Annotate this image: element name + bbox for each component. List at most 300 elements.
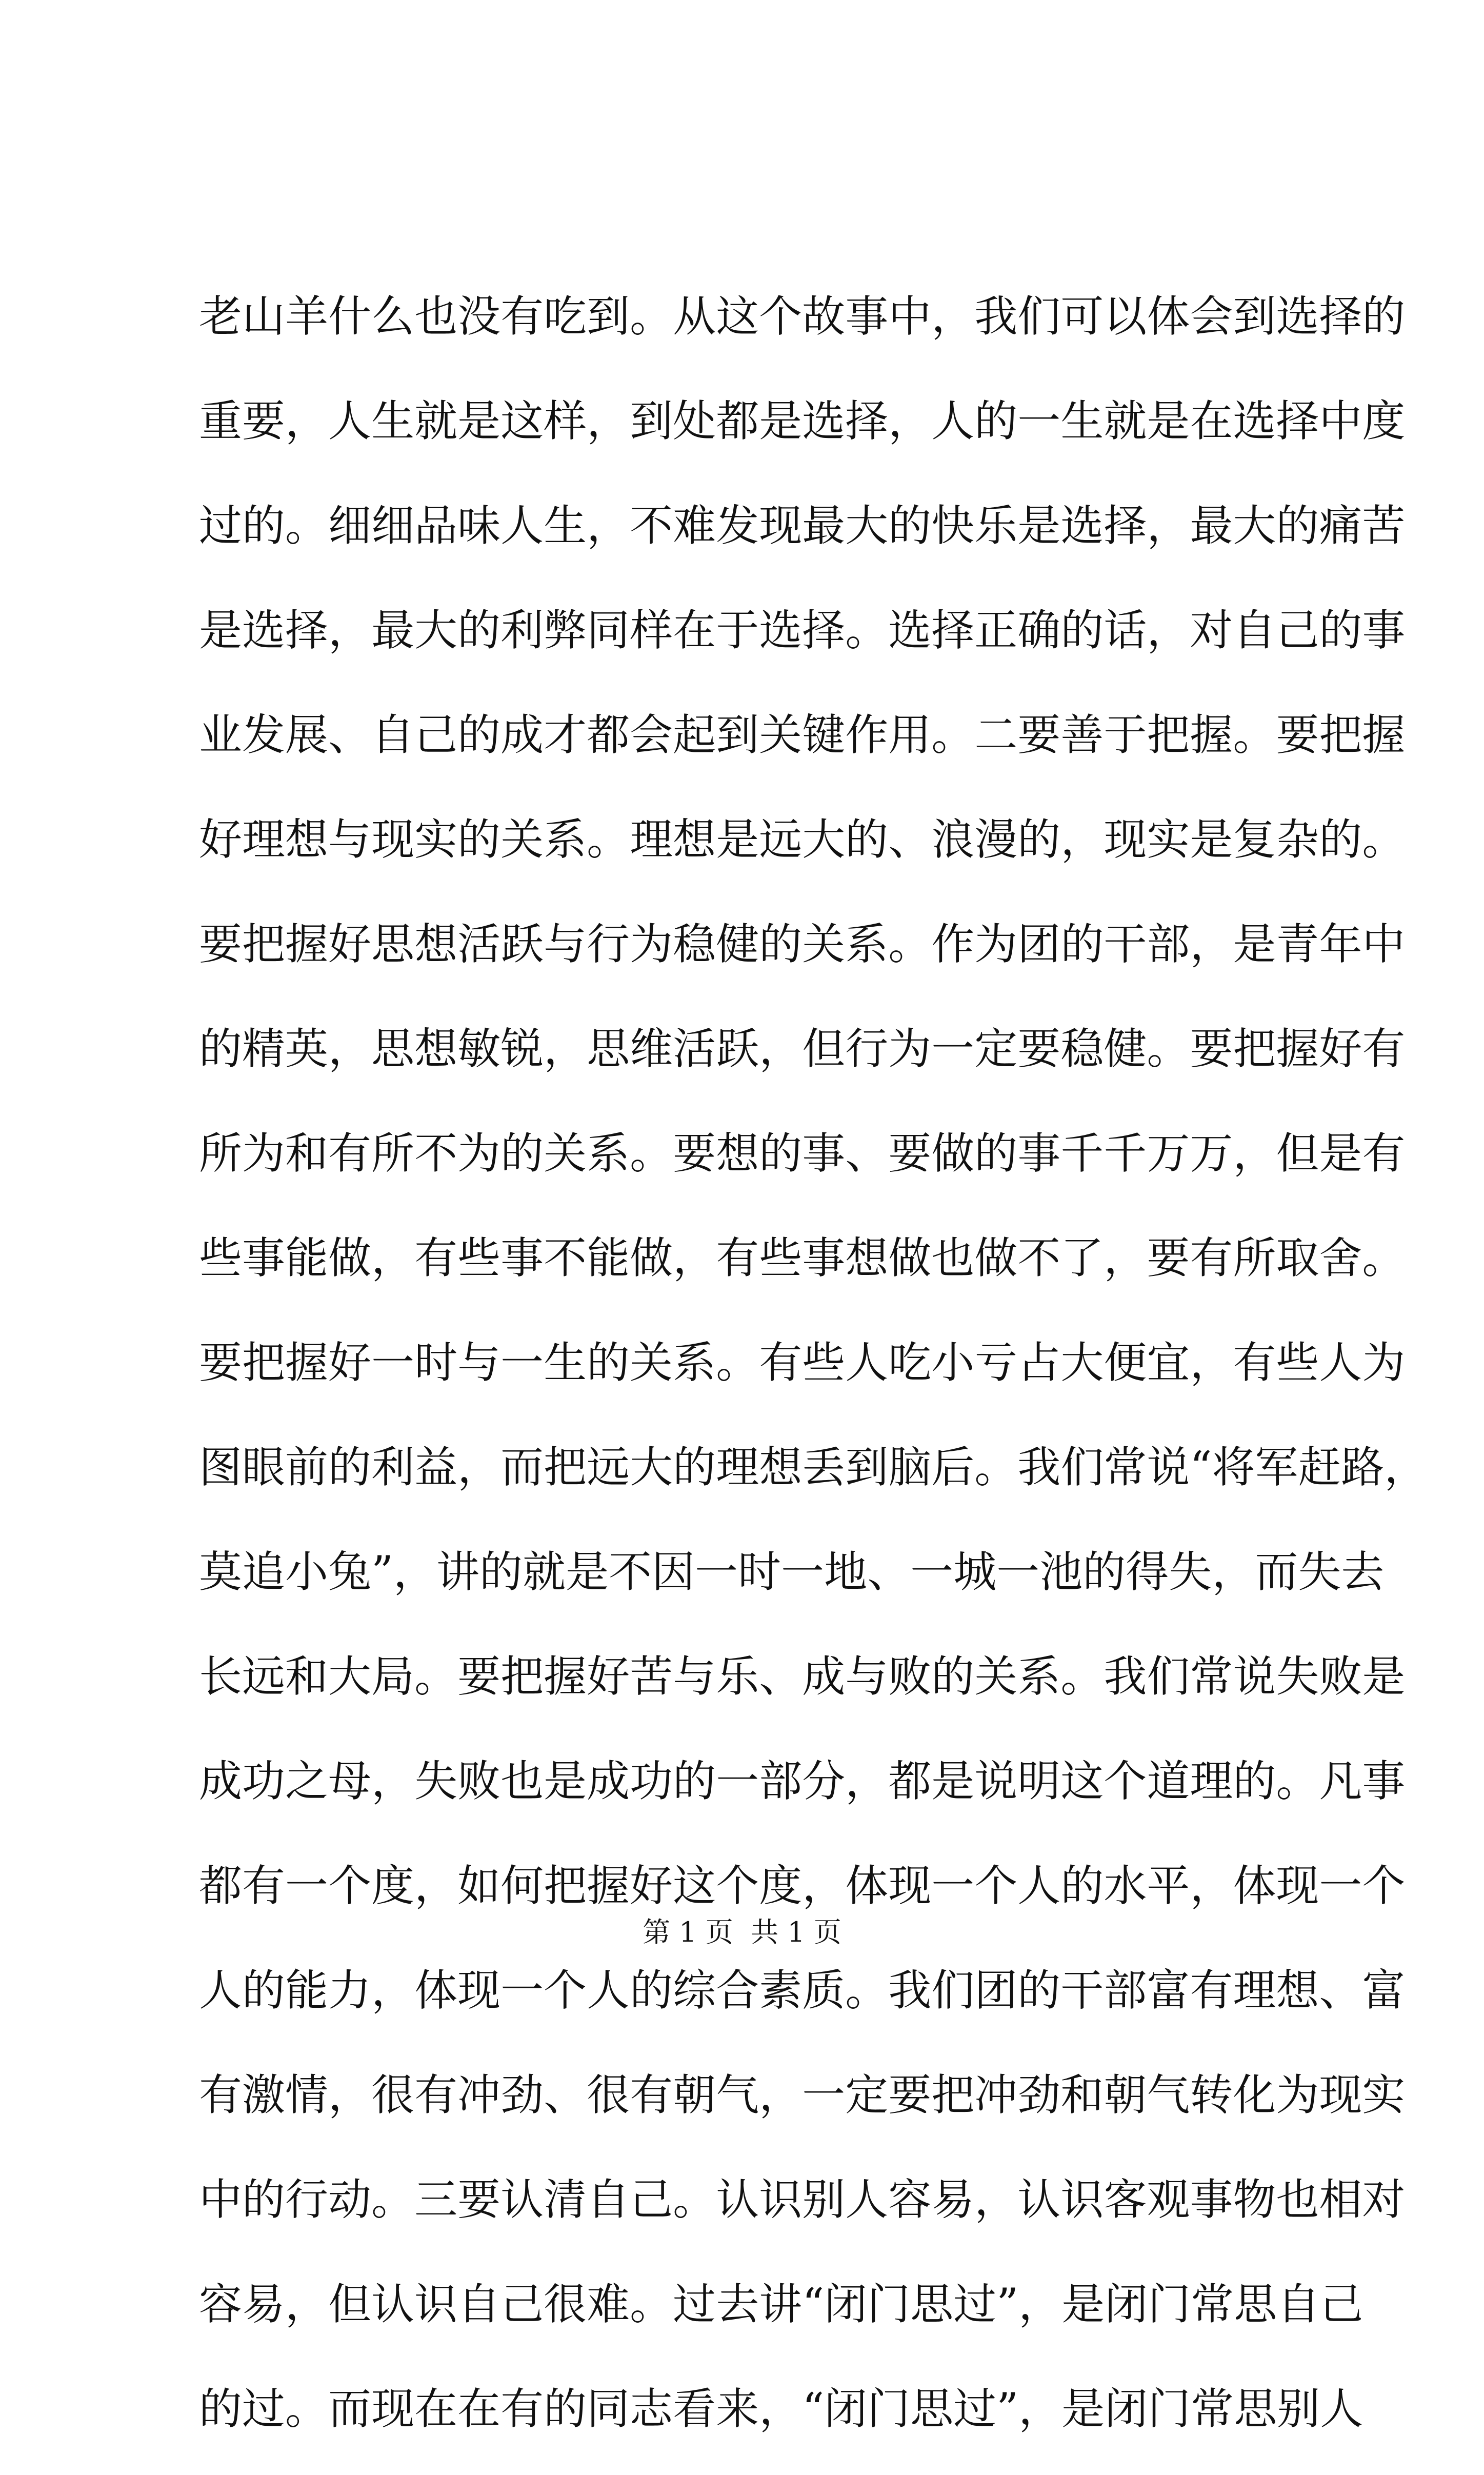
text-line-12 [199, 1429, 1428, 1533]
text-glyph: ， [1233, 1128, 1276, 1179]
text-glyph: 能 [285, 1965, 329, 2015]
text-glyph: 为 [630, 919, 673, 969]
text-glyph: 的 [1233, 1756, 1276, 1806]
text-glyph: 要 [457, 2174, 501, 2225]
text-glyph: 最 [371, 605, 415, 655]
text-glyph: 说 [1233, 1651, 1276, 1702]
text-glyph: 一 [1319, 1861, 1362, 1911]
text-glyph: 在 [414, 2384, 458, 2434]
text-glyph: 成 [199, 1756, 243, 1806]
text-glyph: 个 [1104, 1756, 1147, 1806]
text-glyph: 的 [673, 1756, 716, 1806]
text-glyph: 展 [285, 710, 329, 760]
text-glyph: 活 [457, 919, 501, 969]
text-glyph: 过 [242, 2384, 286, 2434]
text-line-3 [199, 487, 1406, 592]
text-glyph: 也 [414, 291, 458, 342]
text-glyph: 取 [1276, 1233, 1319, 1283]
text-glyph: 什 [328, 291, 372, 342]
text-glyph: 有 [500, 291, 544, 342]
text-glyph: 我 [888, 1965, 932, 2015]
text-glyph: 、 [759, 1651, 803, 1702]
text-glyph: 认 [1017, 2174, 1061, 2225]
text-glyph: 不 [630, 501, 673, 551]
text-glyph: 做 [328, 1233, 372, 1283]
text-glyph: 的 [544, 2384, 587, 2434]
text-glyph: 便 [1104, 1338, 1147, 1388]
text-glyph: 对 [1362, 2174, 1406, 2225]
text-glyph: 就 [1104, 396, 1147, 446]
text-glyph: 个 [544, 1965, 587, 2015]
text-glyph: 体 [414, 1965, 458, 2015]
text-glyph: 、 [544, 2070, 587, 2120]
text-glyph: ， [1018, 2384, 1062, 2434]
text-glyph: 门 [1148, 2279, 1191, 2329]
text-glyph: 一 [931, 1861, 975, 1911]
text-glyph: 就 [523, 1547, 566, 1597]
text-glyph: 常 [1191, 2384, 1234, 2434]
text-glyph: 的 [242, 2174, 286, 2225]
text-glyph: 择 [1104, 501, 1147, 551]
text-glyph: 作 [845, 710, 889, 760]
text-glyph: 富 [1147, 1965, 1190, 2015]
text-glyph: 用 [888, 710, 932, 760]
text-glyph: 思 [371, 1024, 415, 1074]
text-glyph: 人 [328, 396, 372, 446]
text-glyph: 复 [1233, 814, 1276, 865]
text-glyph: 样 [630, 605, 673, 655]
text-glyph: 山 [242, 291, 286, 342]
text-glyph: 综 [673, 1965, 716, 2015]
text-glyph: ， [1190, 1338, 1233, 1388]
text-glyph: 团 [1017, 919, 1061, 969]
text-glyph: 一 [781, 1547, 825, 1597]
text-glyph: 己 [1320, 2279, 1363, 2329]
text-glyph: 事 [242, 1233, 286, 1283]
text-glyph: 可 [1060, 291, 1104, 342]
text-glyph: 眼 [242, 1442, 286, 1492]
text-glyph: 的 [931, 1651, 975, 1702]
text-glyph: 跃 [716, 1024, 759, 1074]
text-glyph: 去 [1341, 1547, 1385, 1597]
text-line-20 [199, 2266, 1363, 2370]
text-glyph: 握 [587, 1861, 630, 1911]
text-glyph: 图 [199, 1442, 243, 1492]
text-glyph: 键 [802, 710, 846, 760]
text-line-13 [199, 1533, 1385, 1638]
text-glyph: 。 [673, 2174, 716, 2225]
text-glyph: 能 [285, 1233, 329, 1283]
text-glyph: ， [328, 605, 372, 655]
text-glyph: 是 [931, 1756, 975, 1806]
text-glyph: 志 [630, 2384, 673, 2434]
text-glyph: 会 [630, 710, 673, 760]
text-glyph: ， [371, 1965, 415, 2015]
text-glyph: 容 [888, 2174, 932, 2225]
text-glyph: 确 [1017, 605, 1061, 655]
text-glyph: 实 [1362, 2070, 1406, 2120]
text-glyph: ， [371, 1756, 415, 1806]
text-glyph: 到 [587, 291, 630, 342]
text-glyph: 要 [199, 1338, 243, 1388]
text-glyph: 健 [716, 919, 759, 969]
text-glyph: ， [759, 2070, 803, 2120]
text-glyph: 朝 [1104, 2070, 1147, 2120]
text-glyph: 度 [759, 1861, 803, 1911]
text-glyph: 选 [759, 605, 803, 655]
text-glyph: 事 [1017, 1128, 1061, 1179]
text-glyph: 己 [1276, 605, 1319, 655]
text-glyph: 系 [1017, 1651, 1061, 1702]
text-glyph: 选 [1276, 291, 1319, 342]
text-glyph: 凡 [1319, 1756, 1362, 1806]
text-glyph: 时 [414, 1338, 458, 1388]
text-glyph: 识 [759, 2174, 803, 2225]
text-glyph: 的 [1017, 814, 1061, 865]
text-glyph: 易 [931, 2174, 975, 2225]
text-glyph: 做 [974, 1233, 1018, 1283]
text-glyph: 有 [1362, 1024, 1406, 1074]
text-glyph: 定 [974, 1024, 1018, 1074]
text-glyph: 事 [802, 1128, 846, 1179]
text-glyph: 都 [587, 710, 630, 760]
text-glyph: ， [1384, 1442, 1428, 1492]
text-glyph: 朝 [673, 2070, 716, 2120]
text-glyph: ” [996, 2279, 1019, 2329]
text-glyph: 有 [759, 1338, 803, 1388]
text-glyph: 跃 [500, 919, 544, 969]
text-glyph: 体 [1233, 1861, 1276, 1911]
text-glyph: 为 [888, 1024, 932, 1074]
text-glyph: 人 [587, 1965, 630, 2015]
text-glyph: 但 [1276, 1128, 1319, 1179]
text-glyph: 些 [457, 1233, 501, 1283]
text-glyph: 在 [1190, 396, 1233, 446]
text-glyph: 在 [457, 2384, 501, 2434]
text-glyph: 以 [1104, 291, 1147, 342]
text-glyph: 要 [199, 919, 243, 969]
text-glyph: 最 [1190, 501, 1233, 551]
text-glyph: ” [371, 1547, 394, 1597]
text-glyph: 占 [1017, 1338, 1061, 1388]
text-glyph: 中 [1362, 919, 1406, 969]
text-glyph: 自 [457, 2279, 501, 2329]
text-glyph: 们 [1147, 1651, 1190, 1702]
text-line-17 [199, 1952, 1406, 2057]
text-glyph: 的 [1319, 814, 1362, 865]
text-glyph: 择 [802, 605, 846, 655]
text-glyph: 人 [931, 396, 975, 446]
text-glyph: 人 [1319, 1338, 1362, 1388]
text-glyph: 成 [587, 1756, 630, 1806]
text-glyph: 也 [500, 1756, 544, 1806]
text-glyph: 失 [1298, 1547, 1341, 1597]
text-glyph: 选 [1060, 501, 1104, 551]
text-glyph: 现 [371, 814, 415, 865]
text-glyph: 想 [716, 1128, 759, 1179]
text-glyph: 定 [845, 2070, 889, 2120]
text-glyph: 细 [371, 501, 415, 551]
text-glyph: 大 [630, 1442, 673, 1492]
text-glyph: ， [587, 396, 630, 446]
text-glyph: 大 [1060, 1338, 1104, 1388]
text-glyph: 败 [888, 1651, 932, 1702]
text-glyph: 现 [759, 501, 803, 551]
text-glyph: 有 [716, 1233, 759, 1283]
text-glyph: 和 [285, 1651, 329, 1702]
text-glyph: 败 [457, 1756, 501, 1806]
text-glyph: 起 [673, 710, 716, 760]
text-glyph: 些 [1276, 1338, 1319, 1388]
text-glyph: 个 [974, 1861, 1018, 1911]
text-glyph: 握 [285, 1338, 329, 1388]
text-glyph: 、 [867, 1547, 911, 1597]
text-glyph: 度 [371, 1861, 415, 1911]
text-glyph: 事 [1362, 1756, 1406, 1806]
text-glyph: 善 [1060, 710, 1104, 760]
text-glyph: 团 [974, 1965, 1018, 2015]
text-glyph: 一 [285, 1861, 329, 1911]
text-glyph: 人 [1320, 2384, 1363, 2434]
text-glyph: 有 [1233, 1338, 1276, 1388]
text-glyph: 功 [630, 1756, 673, 1806]
text-glyph: 才 [544, 710, 587, 760]
text-glyph: 把 [242, 919, 286, 969]
text-line-7 [199, 906, 1406, 1010]
text-glyph: 业 [199, 710, 243, 760]
text-glyph: 系 [587, 1128, 630, 1179]
text-glyph: 与 [673, 1651, 716, 1702]
text-glyph: 苦 [1362, 501, 1406, 551]
text-glyph: ， [845, 1756, 889, 1806]
text-glyph: 的 [974, 396, 1018, 446]
text-glyph: ， [285, 2279, 329, 2329]
text-glyph: 乐 [716, 1651, 759, 1702]
text-glyph: 些 [759, 1233, 803, 1283]
text-glyph: 想 [414, 919, 458, 969]
text-glyph: 不 [609, 1547, 652, 1597]
text-glyph: 动 [328, 2174, 372, 2225]
text-glyph: 锐 [500, 1024, 544, 1074]
text-glyph: 。 [630, 1128, 673, 1179]
text-glyph: ， [888, 396, 932, 446]
text-glyph: 丢 [802, 1442, 846, 1492]
text-glyph: 与 [845, 1651, 889, 1702]
text-glyph: 把 [544, 1861, 587, 1911]
text-glyph: 长 [199, 1651, 243, 1702]
text-glyph: 要 [1276, 710, 1319, 760]
text-glyph: 劲 [1017, 2070, 1061, 2120]
text-glyph: 干 [1060, 1965, 1104, 2015]
text-glyph: 握 [544, 1651, 587, 1702]
text-glyph: 。 [1060, 1651, 1104, 1702]
text-glyph: 小 [931, 1338, 975, 1388]
text-glyph: 部 [1147, 919, 1190, 969]
text-glyph: 己 [414, 710, 458, 760]
text-glyph: 富 [1362, 1965, 1406, 2015]
text-glyph: 在 [673, 605, 716, 655]
text-glyph: 都 [888, 1756, 932, 1806]
text-glyph: ， [371, 1233, 415, 1283]
text-glyph: 做 [888, 1233, 932, 1283]
text-glyph: 。 [845, 1965, 889, 2015]
text-glyph: 万 [1147, 1128, 1190, 1179]
text-glyph: 一 [910, 1547, 954, 1597]
text-glyph: 成 [500, 710, 544, 760]
text-glyph: 物 [1233, 2174, 1276, 2225]
text-glyph: 劲 [500, 2070, 544, 2120]
text-glyph: 关 [759, 710, 803, 760]
text-glyph: 关 [544, 1128, 587, 1179]
text-glyph: 择 [845, 396, 889, 446]
text-glyph: ， [587, 501, 630, 551]
text-glyph: 远 [242, 1651, 286, 1702]
text-glyph: 自 [1277, 2279, 1320, 2329]
text-glyph: 生 [544, 501, 587, 551]
text-glyph: 的 [630, 1965, 673, 2015]
text-glyph: 择 [1319, 291, 1362, 342]
text-glyph: 利 [500, 605, 544, 655]
text-glyph: 就 [414, 396, 458, 446]
text-glyph: 的 [1276, 501, 1319, 551]
text-glyph: 现 [1319, 2070, 1362, 2120]
text-line-18 [199, 2057, 1406, 2161]
text-glyph: “ [802, 2279, 825, 2329]
text-line-5 [199, 696, 1406, 801]
text-glyph: 到 [1233, 291, 1276, 342]
text-glyph: 想 [285, 814, 329, 865]
text-glyph: 握 [1276, 1024, 1319, 1074]
text-line-1 [199, 278, 1406, 383]
text-glyph: 万 [1190, 1128, 1233, 1179]
text-glyph: 要 [1017, 1024, 1061, 1074]
text-glyph: 羊 [285, 291, 329, 342]
text-glyph: 是 [1190, 814, 1233, 865]
text-glyph: 把 [1147, 710, 1190, 760]
text-glyph: 为 [974, 919, 1018, 969]
text-glyph: 部 [759, 1756, 803, 1806]
text-glyph: 的 [1319, 605, 1362, 655]
text-glyph: 事 [845, 291, 889, 342]
text-glyph: 门 [867, 2384, 911, 2434]
text-glyph: ， [1147, 501, 1190, 551]
text-glyph: 了 [1060, 1233, 1104, 1283]
text-glyph: 的 [1060, 1861, 1104, 1911]
text-line-4 [199, 592, 1406, 696]
text-glyph: 舍 [1319, 1233, 1362, 1283]
text-glyph: 关 [500, 814, 544, 865]
text-glyph: 而 [328, 2384, 372, 2434]
text-glyph: 和 [285, 1128, 329, 1179]
text-glyph: 但 [328, 2279, 372, 2329]
text-line-10 [199, 1220, 1406, 1324]
text-glyph: 会 [1190, 291, 1233, 342]
text-glyph: 英 [285, 1024, 329, 1074]
text-line-9 [199, 1115, 1406, 1220]
page-footer: 第 1 页 共 1 页 [643, 1916, 841, 1948]
text-glyph: 。 [888, 919, 932, 969]
text-glyph: ， [328, 2070, 372, 2120]
text-glyph: 握 [1362, 710, 1406, 760]
text-glyph: 讲 [759, 2279, 803, 2329]
text-glyph: 是 [1233, 919, 1276, 969]
text-glyph: 远 [587, 1442, 630, 1492]
text-glyph: 们 [1060, 1442, 1104, 1492]
text-glyph: 想 [1276, 1965, 1319, 2015]
text-glyph: 现 [1104, 814, 1147, 865]
text-glyph: 因 [652, 1547, 695, 1597]
text-glyph: “ [802, 2384, 825, 2434]
text-glyph: 到 [630, 396, 673, 446]
text-glyph: ， [1104, 1233, 1147, 1283]
text-glyph: ， [1147, 605, 1190, 655]
text-glyph: 也 [1276, 2174, 1319, 2225]
text-glyph: 大 [328, 1651, 372, 1702]
text-glyph: 为 [1362, 1338, 1406, 1388]
text-glyph: 有 [1362, 1128, 1406, 1179]
text-glyph: ， [673, 1233, 716, 1283]
text-glyph: 而 [500, 1442, 544, 1492]
text-glyph: 。 [716, 1338, 759, 1388]
text-glyph: 二 [974, 710, 1018, 760]
text-glyph: 素 [759, 1965, 803, 2015]
text-glyph: 生 [371, 396, 415, 446]
text-glyph: ， [1060, 814, 1104, 865]
text-glyph: 但 [802, 1024, 846, 1074]
text-glyph: ， [759, 2384, 803, 2434]
text-glyph: 一 [1017, 396, 1061, 446]
text-glyph: ， [414, 1861, 458, 1911]
text-glyph: 是 [759, 396, 803, 446]
text-glyph: 选 [1233, 396, 1276, 446]
text-glyph: 到 [845, 1442, 889, 1492]
text-glyph: 为 [457, 1128, 501, 1179]
text-glyph: 的 [888, 501, 932, 551]
text-glyph: 对 [1190, 605, 1233, 655]
text-line-15 [199, 1743, 1406, 1847]
text-glyph: 活 [673, 1024, 716, 1074]
text-glyph: 。 [371, 2174, 415, 2225]
text-glyph: 的 [974, 1128, 1018, 1179]
text-glyph: 是 [716, 814, 759, 865]
text-glyph: 三 [414, 2174, 458, 2225]
text-glyph: 部 [1104, 1965, 1147, 2015]
text-glyph: 。 [285, 501, 329, 551]
text-glyph: 味 [457, 501, 501, 551]
text-glyph: 小 [285, 1547, 329, 1597]
text-glyph: ， [759, 1024, 803, 1074]
text-glyph: 于 [1104, 710, 1147, 760]
text-glyph: 常 [1191, 2279, 1234, 2329]
text-glyph: 关 [630, 1338, 673, 1388]
text-glyph: 择 [1276, 396, 1319, 446]
text-glyph: 千 [1104, 1128, 1147, 1179]
text-glyph: 把 [931, 2070, 975, 2120]
text-glyph: 现 [888, 1861, 932, 1911]
text-glyph: 一 [931, 1024, 975, 1074]
text-glyph: 激 [242, 2070, 286, 2120]
text-glyph: 样 [544, 396, 587, 446]
text-glyph: 这 [673, 1861, 716, 1911]
text-glyph: 闭 [824, 2279, 868, 2329]
text-glyph: ” [996, 2384, 1019, 2434]
text-glyph: 局 [371, 1651, 415, 1702]
text-glyph: 都 [716, 396, 759, 446]
text-glyph: 大 [414, 605, 458, 655]
text-glyph: 的 [242, 501, 286, 551]
text-glyph: 重 [199, 396, 243, 446]
text-glyph: 同 [587, 605, 630, 655]
